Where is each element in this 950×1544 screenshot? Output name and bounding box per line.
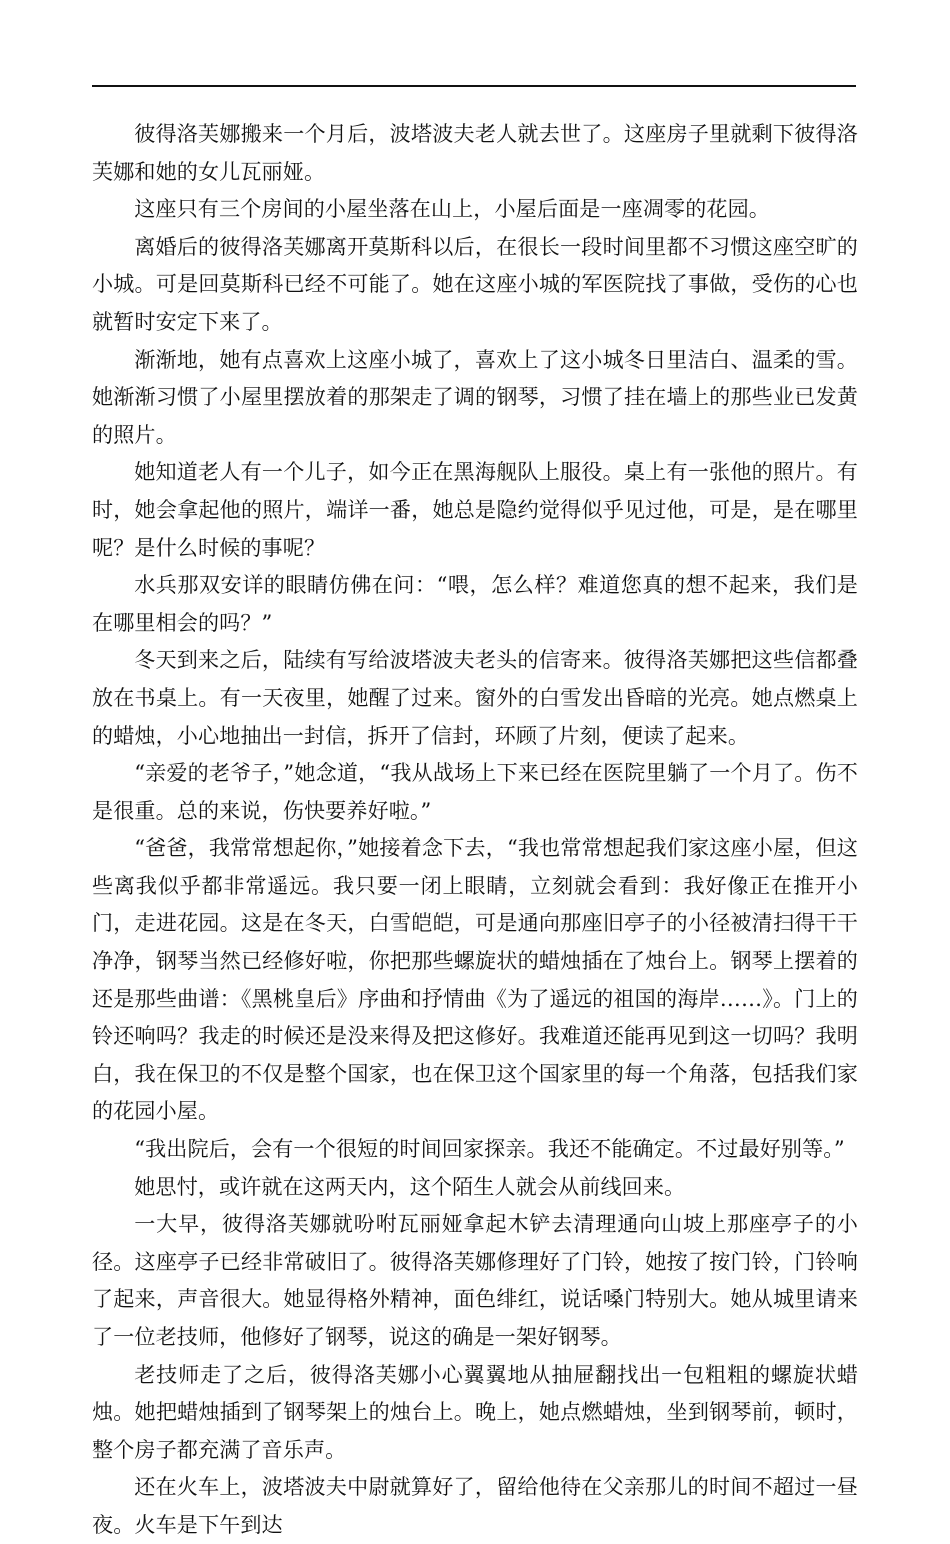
paragraph: 彼得洛芙娜搬来一个月后，波塔波夫老人就去世了。这座房子里就剩下彼得洛芙娜和她的女儿瓦丽娅。	[92, 121, 858, 184]
paragraph: “爸爸，我常常想起你，”她接着念下去，“我也常常想起我们家这座小屋，但这些离我似乎都非常遥远。我只要一闭上眼睛，立刻就会看到：我好像正在推开小门，走进花园。这是在冬天，白雪皑皑，可是通向那座旧亭子的小径被清扫得干干净净，钢琴当然已经修好啦，你把那些螺旋状的蜡烛插在了烛台上。钢琴上摆着的还是那些曲谱：《黑桃皇后》序曲和抒情曲《为了遥远的祖国的海岸……》。门上的铃还响吗？我走的时候还是没来得及把这修好。我难道还能再见到这一切吗？我明白，我在保卫的不仅是整个国家，也在保卫这个国家里的每一个角落，包括我们家的花园小屋。	[92, 835, 858, 1124]
paragraph: 老技师走了之后，彼得洛芙娜小心翼翼地从抽屉翻找出一包粗粗的螺旋状蜡烛。她把蜡烛插到了钢琴架上的烛台上。晚上，她点燃蜡烛，坐到钢琴前，顿时，整个房子都充满了音乐声。	[92, 1361, 858, 1462]
paragraph: 离婚后的彼得洛芙娜离开莫斯科以后，在很长一段时间里都不习惯这座空旷的小城。可是回莫斯科已经不可能了。她在这座小城的军医院找了事做，受伤的心也就暂时安定下来了。	[92, 233, 858, 334]
paragraph: “亲爱的老爷子，”她念道，“我从战场上下来已经在医院里躺了一个月了。伤不是很重。总的来说，伤快要养好啦。”	[92, 760, 858, 823]
header-rule	[92, 85, 856, 87]
paragraph: 她思忖，或许就在这两天内，这个陌生人就会从前线回来。	[134, 1173, 686, 1199]
paragraph: 她知道老人有一个儿子，如今正在黑海舰队上服役。桌上有一张他的照片。有时，她会拿起他的照片，端详一番，她总是隐约觉得似乎见过他，可是，是在哪里呢？是什么时候的事呢？	[92, 459, 858, 560]
paragraph: “我出院后，会有一个很短的时间回家探亲。我还不能确定。不过最好别等。”	[134, 1136, 845, 1162]
paragraph: 这座只有三个房间的小屋坐落在山上，小屋后面是一座凋零的花园。	[134, 196, 771, 222]
paragraph: 一大早，彼得洛芙娜就吩咐瓦丽娅拿起木铲去清理通向山坡上那座亭子的小径。这座亭子已经非常破旧了。彼得洛芙娜修理好了门铃，她按了按门铃，门铃响了起来，声音很大。她显得格外精神，面色绯红，说话嗓门特别大。她从城里请来了一位老技师，他修好了钢琴，说这的确是一架好钢琴。	[92, 1211, 858, 1349]
paragraph: 水兵那双安详的眼睛仿佛在问：“喂，怎么样？难道您真的想不起来，我们是在哪里相会的吗？”	[92, 572, 858, 635]
paragraph: 渐渐地，她有点喜欢上这座小城了，喜欢上了这小城冬日里洁白、温柔的雪。她渐渐习惯了小屋里摆放着的那架走了调的钢琴，习惯了挂在墙上的那些业已发黄的照片。	[92, 346, 858, 447]
document-body	[92, 115, 858, 1544]
paragraph: 还在火车上，波塔波夫中尉就算好了，留给他待在父亲那儿的时间不超过一昼夜。火车是下午到达	[92, 1474, 858, 1537]
paragraph: 冬天到来之后，陆续有写给波塔波夫老头的信寄来。彼得洛芙娜把这些信都叠放在书桌上。有一天夜里，她醒了过来。窗外的白雪发出昏暗的光亮。她点燃桌上的蜡烛，小心地抽出一封信，拆开了信封，环顾了片刻，便读了起来。	[92, 647, 858, 748]
